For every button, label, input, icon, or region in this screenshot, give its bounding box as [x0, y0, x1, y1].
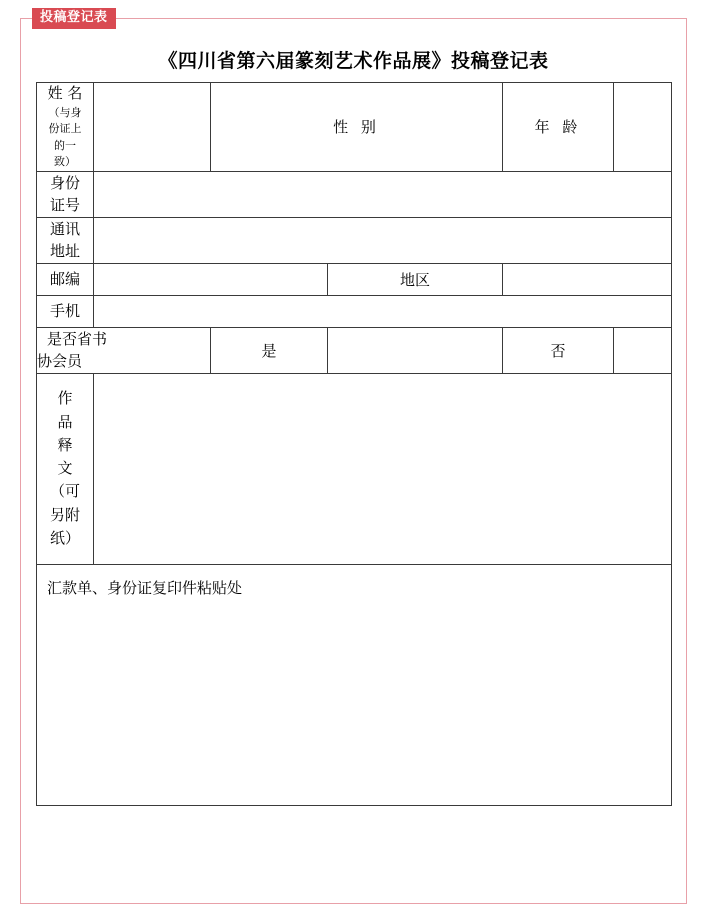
- name-label-note-1: （与身: [48, 105, 82, 119]
- age-value-cell[interactable]: [614, 83, 672, 172]
- member-no-value-cell[interactable]: [614, 327, 672, 373]
- mobile-value-cell[interactable]: [94, 295, 672, 327]
- work-text-label-char-3: 释: [57, 435, 73, 454]
- member-yes-label: 是: [261, 341, 277, 360]
- work-text-value-cell[interactable]: [94, 373, 672, 564]
- address-label-line-1: 通讯: [49, 219, 80, 238]
- postcode-label-cell: [37, 263, 94, 295]
- work-text-label-char-2: 品: [57, 412, 73, 431]
- table-row-id: [37, 171, 672, 217]
- work-text-label-char-4: 文: [57, 459, 73, 478]
- paste-area-label: 汇款单、身份证复印件粘贴处: [47, 578, 243, 597]
- mobile-label-cell: [37, 295, 94, 327]
- name-label-note-3: 的一: [54, 138, 76, 152]
- id-label-line-1: 身份: [49, 173, 80, 192]
- address-value-cell[interactable]: [94, 217, 672, 263]
- table-row-mobile: [37, 295, 672, 327]
- table-row-paste-area: [37, 564, 672, 805]
- id-label-line-2: 证号: [49, 196, 80, 215]
- postcode-label: 邮编: [49, 270, 80, 288]
- table-row-address: [37, 217, 672, 263]
- work-text-label-char-6: 另附: [49, 505, 80, 524]
- work-text-label-char-7: 纸）: [49, 528, 80, 547]
- region-label-cell: [328, 263, 503, 295]
- member-yes-value-cell[interactable]: [328, 327, 503, 373]
- member-no-label-cell: [503, 327, 614, 373]
- member-label-line-2: 协会员: [37, 352, 83, 371]
- work-text-label-char-1: 作: [57, 389, 73, 408]
- member-no-label: 否: [550, 341, 566, 360]
- region-value-cell[interactable]: [503, 263, 672, 295]
- paste-area-cell[interactable]: [37, 564, 672, 805]
- name-label-note-2: 份证上: [48, 122, 82, 136]
- name-value-cell[interactable]: [94, 83, 211, 172]
- table-row-name: [37, 83, 672, 172]
- postcode-value-cell[interactable]: [94, 263, 328, 295]
- table-row-work-text: [37, 373, 672, 564]
- address-label-cell: [37, 217, 94, 263]
- registration-form-table: [36, 82, 672, 806]
- gender-label: 性 别: [333, 118, 380, 137]
- member-label-cell: [37, 327, 211, 373]
- member-yes-label-cell: [211, 327, 328, 373]
- id-label-cell: [37, 171, 94, 217]
- name-label-cell: [37, 83, 94, 172]
- work-text-label-cell: [37, 373, 94, 564]
- address-label-line-2: 地址: [49, 242, 80, 261]
- name-label-note-4: 致）: [54, 155, 76, 169]
- id-value-cell[interactable]: [94, 171, 672, 217]
- page-title: 《四川省第六届篆刻艺术作品展》投稿登记表: [158, 50, 549, 72]
- age-label-cell: [503, 83, 614, 172]
- table-row-postcode: [37, 263, 672, 295]
- table-row-membership: [37, 327, 672, 373]
- age-label: 年 龄: [534, 118, 582, 137]
- work-text-label-char-5: （可: [49, 482, 80, 501]
- member-label-line-1: 是否省书: [47, 329, 108, 348]
- form-tab-label: 投稿登记表: [32, 8, 116, 29]
- region-label: 地区: [399, 270, 430, 289]
- gender-label-cell: [211, 83, 503, 172]
- name-label-main: 姓 名: [47, 84, 83, 102]
- mobile-label: 手机: [49, 302, 80, 320]
